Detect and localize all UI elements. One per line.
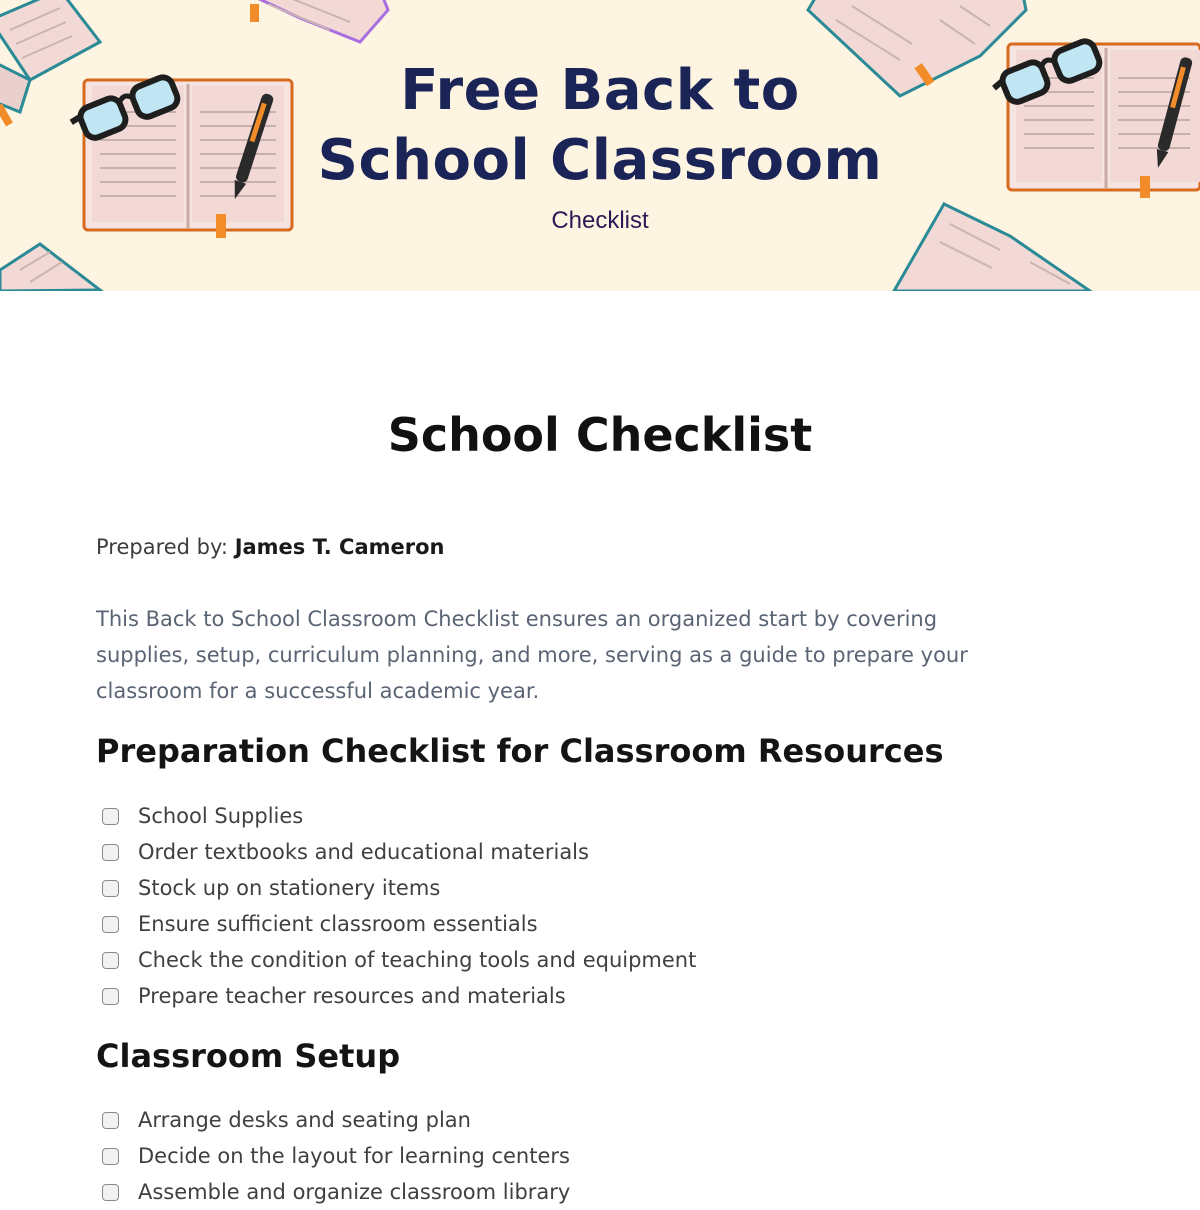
checklist-item-label: School Supplies xyxy=(138,804,304,828)
checklist-item xyxy=(96,942,696,978)
checklist-item xyxy=(96,1102,570,1138)
checkbox[interactable] xyxy=(102,916,119,933)
checklist-item xyxy=(96,870,696,906)
checklist-item xyxy=(96,906,696,942)
checklist-item-label: Ensure sufficient classroom essentials xyxy=(138,912,538,936)
prepared-by-name: James T. Cameron xyxy=(234,535,445,559)
checklist-item xyxy=(96,834,696,870)
checklist-item-label: Check the condition of teaching tools and equipment xyxy=(138,948,697,972)
section-heading-resources: Preparation Checklist for Classroom Resources xyxy=(96,732,944,770)
checkbox[interactable] xyxy=(102,880,119,897)
intro-line: supplies, setup, curriculum planning, and more, serving as a guide to prepare your xyxy=(96,643,968,667)
banner-title-line1: Free Back to xyxy=(400,58,800,123)
intro-line: classroom for a successful academic year. xyxy=(96,679,540,703)
checkbox[interactable] xyxy=(102,1112,119,1129)
banner-subtitle: Checklist xyxy=(551,207,649,234)
checklist-item xyxy=(96,1138,570,1174)
header-banner xyxy=(0,0,1200,291)
intro-line: This Back to School Classroom Checklist ensures an organized start by covering xyxy=(96,607,938,631)
open-book-icon xyxy=(0,244,100,291)
checklist-resources xyxy=(96,798,696,1014)
checklist-item xyxy=(96,1174,570,1210)
document-title: School Checklist xyxy=(387,408,813,462)
banner-title-line2: School Classroom xyxy=(317,128,883,193)
checkbox[interactable] xyxy=(102,988,119,1005)
checkbox[interactable] xyxy=(102,952,119,969)
checklist-item xyxy=(96,798,696,834)
open-book-icon xyxy=(240,0,388,42)
checklist-item-label: Stock up on stationery items xyxy=(138,876,441,900)
checklist-item-label: Assemble and organize classroom library xyxy=(138,1180,571,1204)
checkbox[interactable] xyxy=(102,808,119,825)
checkbox[interactable] xyxy=(102,1184,119,1201)
checklist-item-label: Decide on the layout for learning centers xyxy=(138,1144,570,1168)
checklist-item-label: Arrange desks and seating plan xyxy=(138,1108,471,1132)
prepared-by-label: Prepared by: xyxy=(96,535,228,559)
checklist-setup xyxy=(96,1102,570,1210)
prepared-by xyxy=(96,532,444,562)
section-heading-setup: Classroom Setup xyxy=(96,1037,401,1075)
checklist-item-label: Prepare teacher resources and materials xyxy=(138,984,566,1008)
checklist-item xyxy=(96,978,696,1014)
checkbox[interactable] xyxy=(102,844,119,861)
banner-title xyxy=(0,56,1200,196)
checkbox[interactable] xyxy=(102,1148,119,1165)
checklist-item-label: Order textbooks and educational materials xyxy=(138,840,589,864)
intro-paragraph xyxy=(96,601,1096,709)
